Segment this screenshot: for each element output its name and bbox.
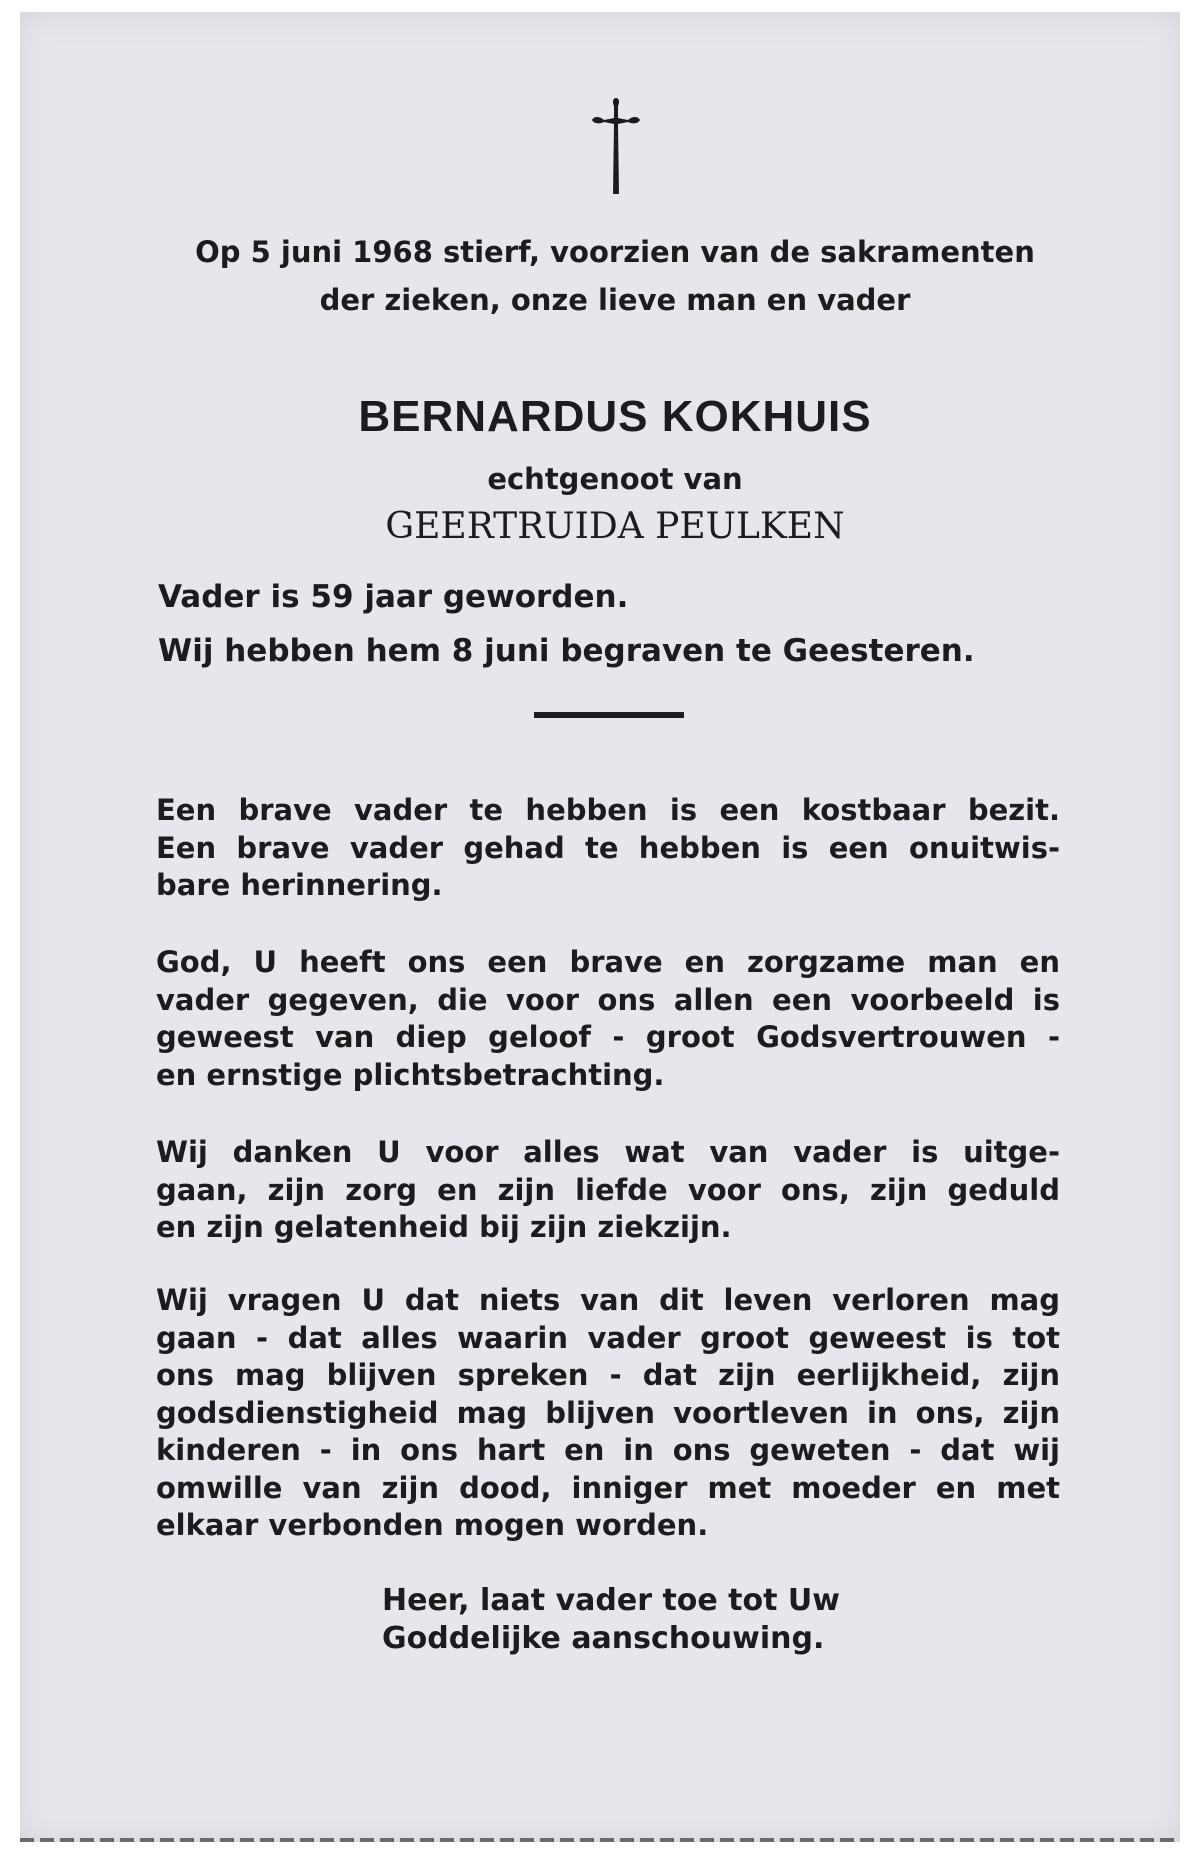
paragraph-line: gaan - dat alles waarin vader groot geweest is tot <box>156 1320 1060 1355</box>
intro-line-2: der zieken, onze lieve man en vader <box>319 283 911 317</box>
paragraph-line: geweest van diep geloof - groot Godsvertrouwen - <box>156 1020 1060 1054</box>
paragraph-line: ons mag blijven spreken - dat zijn eerlijkheid, zijn <box>156 1358 1060 1392</box>
paragraph-line: godsdienstigheid mag blijven voortleven in ons, zijn <box>156 1395 1060 1430</box>
paragraph-line: gaan, zijn zorg en zijn liefde voor ons, zijn geduld <box>156 1172 1060 1207</box>
closing-prayer <box>382 1582 942 1658</box>
closing-line: Heer, laat vader toe tot Uw <box>382 1583 840 1618</box>
paragraph-3 <box>156 1134 1060 1247</box>
paragraph-line: Een brave vader te hebben is een kostbaar bezit. <box>156 793 1060 827</box>
paragraph-line: omwille van zijn dood, inniger met moeder en met <box>156 1470 1060 1505</box>
deceased-name: BERNARDUS KOKHUIS <box>358 392 872 441</box>
burial-fact: Wij hebben hem 8 juni begraven te Geesteren. <box>158 633 975 669</box>
age-fact: Vader is 59 jaar geworden. <box>158 579 629 615</box>
paragraph-line: kinderen - in ons hart en in ons geweten - dat wij <box>156 1433 1060 1467</box>
paragraph-2 <box>156 944 1060 1094</box>
closing-line: Goddelijke aanschouwing. <box>382 1621 825 1656</box>
intro-line-1: Op 5 juni 1968 stierf, voorzien van de sakramenten <box>195 235 1035 269</box>
spouse-name: GEERTRUIDA PEULKEN <box>385 506 845 547</box>
paragraph-line: en ernstige plichtsbetrachting. <box>156 1057 665 1092</box>
paragraph-line: bare herinnering. <box>156 868 443 902</box>
paragraph-line: elkaar verbonden mogen worden. <box>156 1508 709 1542</box>
divider-line <box>534 712 684 718</box>
paragraph-line: Wij danken U voor alles wat van vader is uitge- <box>156 1135 1060 1169</box>
paragraph-line: Wij vragen U dat niets van dit leven verloren mag <box>156 1283 1060 1317</box>
spouse-label: echtgenoot van <box>487 462 743 496</box>
paragraph-line: God, U heeft ons een brave en zorgzame man en <box>156 945 1060 979</box>
paragraph-line: en zijn gelatenheid bij zijn ziekzijn. <box>156 1210 732 1244</box>
paragraph-1 <box>156 792 1060 905</box>
paragraph-line: Een brave vader gehad te hebben is een onuitwis- <box>156 830 1060 865</box>
card-bottom-edge <box>20 1838 1180 1842</box>
paragraph-4 <box>156 1282 1060 1545</box>
paragraph-line: vader gegeven, die voor ons allen een voorbeeld is <box>156 982 1060 1017</box>
cross-icon <box>588 96 644 196</box>
